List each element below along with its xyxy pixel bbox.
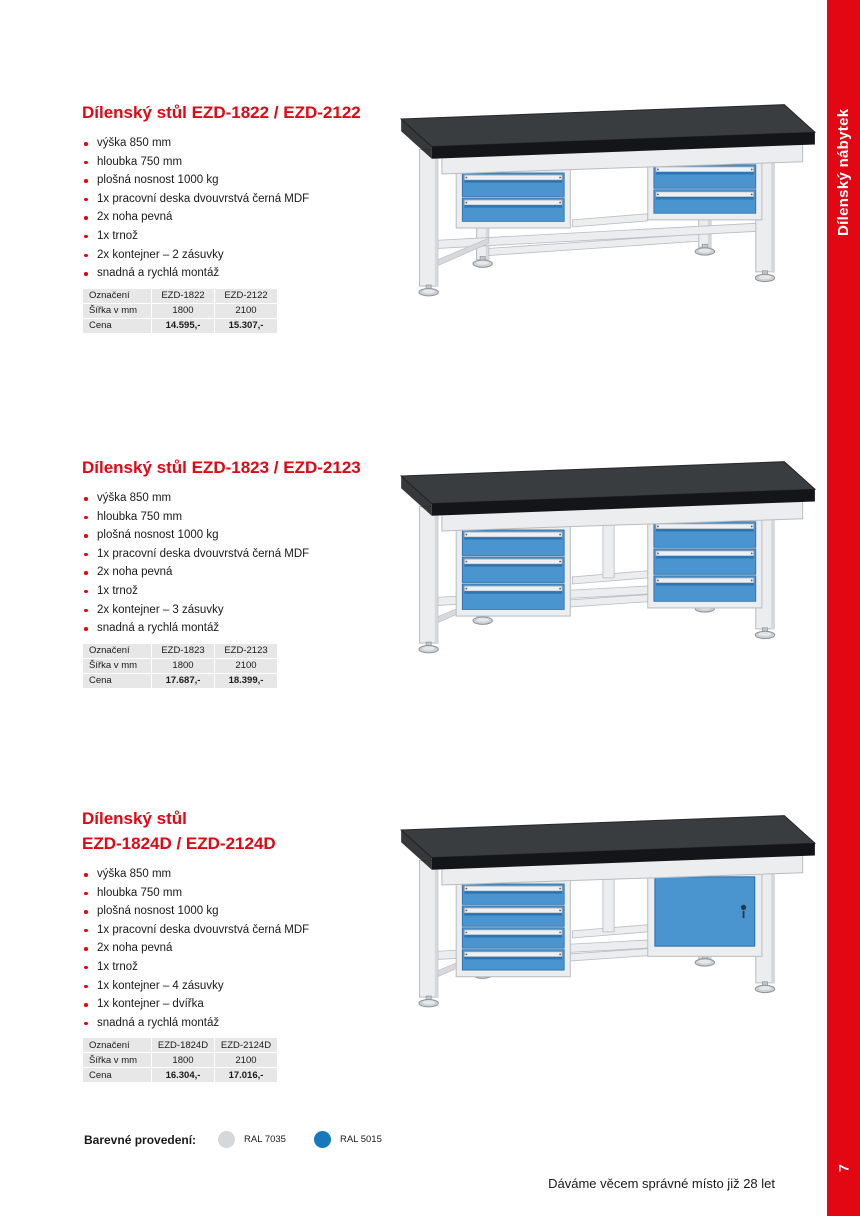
table-cell: Označení bbox=[83, 644, 151, 658]
page-number: 7 bbox=[835, 1164, 852, 1172]
table-cell: Šířka v mm bbox=[83, 1053, 151, 1067]
table-cell: Označení bbox=[83, 289, 151, 303]
feature-item: 1x trnož bbox=[82, 582, 402, 601]
feature-item: plošná nosnost 1000 kg bbox=[82, 526, 402, 545]
table-cell: 2100 bbox=[215, 659, 277, 673]
feature-item: 2x kontejner – 2 zásuvky bbox=[82, 246, 402, 265]
product-title bbox=[82, 100, 402, 125]
table-cell: EZD-1824D bbox=[152, 1038, 214, 1052]
table-row bbox=[83, 304, 277, 318]
feature-item: výška 850 mm bbox=[82, 134, 402, 153]
color-legend-label: Barevné provedení: bbox=[84, 1132, 197, 1147]
product-title-line: EZD-1824D / EZD-2124D bbox=[82, 834, 276, 853]
table-row bbox=[83, 1053, 277, 1067]
feature-item: 1x trnož bbox=[82, 227, 402, 246]
product-section-ezd-1822 bbox=[82, 100, 402, 334]
table-cell: EZD-1822 bbox=[152, 289, 214, 303]
feature-item: snadná a rychlá montáž bbox=[82, 1014, 402, 1033]
feature-item: snadná a rychlá montáž bbox=[82, 264, 402, 283]
product-title-line: Dílenský stůl bbox=[82, 809, 187, 828]
table-cell: 2100 bbox=[215, 304, 277, 318]
table-cell: EZD-2124D bbox=[215, 1038, 277, 1052]
product-title-line: Dílenský stůl EZD-1822 / EZD-2122 bbox=[82, 103, 361, 122]
feature-item: snadná a rychlá montáž bbox=[82, 619, 402, 638]
feature-item: plošná nosnost 1000 kg bbox=[82, 171, 402, 190]
table-cell: 15.307,- bbox=[215, 319, 277, 333]
feature-item: hloubka 750 mm bbox=[82, 884, 402, 903]
product-title bbox=[82, 806, 402, 856]
footer-slogan: Dáváme věcem správné místo již 28 let bbox=[548, 1176, 775, 1191]
category-sidebar bbox=[827, 0, 860, 1216]
table-cell: 18.399,- bbox=[215, 674, 277, 688]
color-swatch-name: RAL 5015 bbox=[339, 1134, 382, 1145]
color-swatch-ral7035 bbox=[218, 1131, 235, 1148]
product-section-ezd-1824d bbox=[82, 806, 402, 1083]
feature-item: 1x pracovní deska dvouvrstvá černá MDF bbox=[82, 545, 402, 564]
table-cell: Cena bbox=[83, 1068, 151, 1082]
table-cell: 17.687,- bbox=[152, 674, 214, 688]
table-cell: 17.016,- bbox=[215, 1068, 277, 1082]
feature-item: 2x noha pevná bbox=[82, 208, 402, 227]
feature-item: plošná nosnost 1000 kg bbox=[82, 902, 402, 921]
feature-item: 1x kontejner – 4 zásuvky bbox=[82, 977, 402, 996]
product-illustration-workbench bbox=[393, 806, 821, 1018]
table-cell: EZD-2122 bbox=[215, 289, 277, 303]
spec-table bbox=[82, 643, 278, 689]
feature-item: 1x trnož bbox=[82, 958, 402, 977]
feature-item: 2x kontejner – 3 zásuvky bbox=[82, 601, 402, 620]
table-row-price bbox=[83, 319, 277, 333]
table-cell: Označení bbox=[83, 1038, 151, 1052]
table-row bbox=[83, 644, 277, 658]
table-cell: 1800 bbox=[152, 659, 214, 673]
product-title-line: Dílenský stůl EZD-1823 / EZD-2123 bbox=[82, 458, 361, 477]
table-cell: EZD-2123 bbox=[215, 644, 277, 658]
color-swatch-name: RAL 7035 bbox=[244, 1134, 286, 1145]
table-row-price bbox=[83, 1068, 277, 1082]
table-cell: 1800 bbox=[152, 304, 214, 318]
feature-item: hloubka 750 mm bbox=[82, 153, 402, 172]
table-cell: 14.595,- bbox=[152, 319, 214, 333]
feature-item: 2x noha pevná bbox=[82, 563, 402, 582]
product-title bbox=[82, 455, 402, 480]
table-row bbox=[83, 1038, 277, 1052]
table-cell: 2100 bbox=[215, 1053, 277, 1067]
table-cell: Cena bbox=[83, 319, 151, 333]
spec-table bbox=[82, 1037, 278, 1083]
feature-item: 1x pracovní deska dvouvrstvá černá MDF bbox=[82, 921, 402, 940]
table-cell: EZD-1823 bbox=[152, 644, 214, 658]
table-cell: 1800 bbox=[152, 1053, 214, 1067]
product-section-ezd-1823 bbox=[82, 455, 402, 689]
feature-item: výška 850 mm bbox=[82, 489, 402, 508]
product-illustration-workbench bbox=[393, 95, 821, 307]
table-row-price bbox=[83, 674, 277, 688]
spec-table bbox=[82, 288, 278, 334]
color-legend bbox=[84, 1131, 410, 1148]
category-sidebar-label: Dílenský nábytek bbox=[835, 108, 852, 237]
table-row bbox=[83, 659, 277, 673]
feature-item: výška 850 mm bbox=[82, 865, 402, 884]
feature-item: 2x noha pevná bbox=[82, 939, 402, 958]
product-illustration-workbench bbox=[393, 452, 821, 664]
table-cell: Šířka v mm bbox=[83, 659, 151, 673]
feature-list bbox=[82, 489, 402, 638]
feature-list bbox=[82, 134, 402, 283]
table-cell: Cena bbox=[83, 674, 151, 688]
feature-item: hloubka 750 mm bbox=[82, 508, 402, 527]
table-cell: Šířka v mm bbox=[83, 304, 151, 318]
table-cell: 16.304,- bbox=[152, 1068, 214, 1082]
feature-item: 1x kontejner – dvířka bbox=[82, 995, 402, 1014]
feature-list bbox=[82, 865, 402, 1032]
table-row bbox=[83, 289, 277, 303]
feature-item: 1x pracovní deska dvouvrstvá černá MDF bbox=[82, 190, 402, 209]
color-swatch-ral5015 bbox=[314, 1131, 331, 1148]
